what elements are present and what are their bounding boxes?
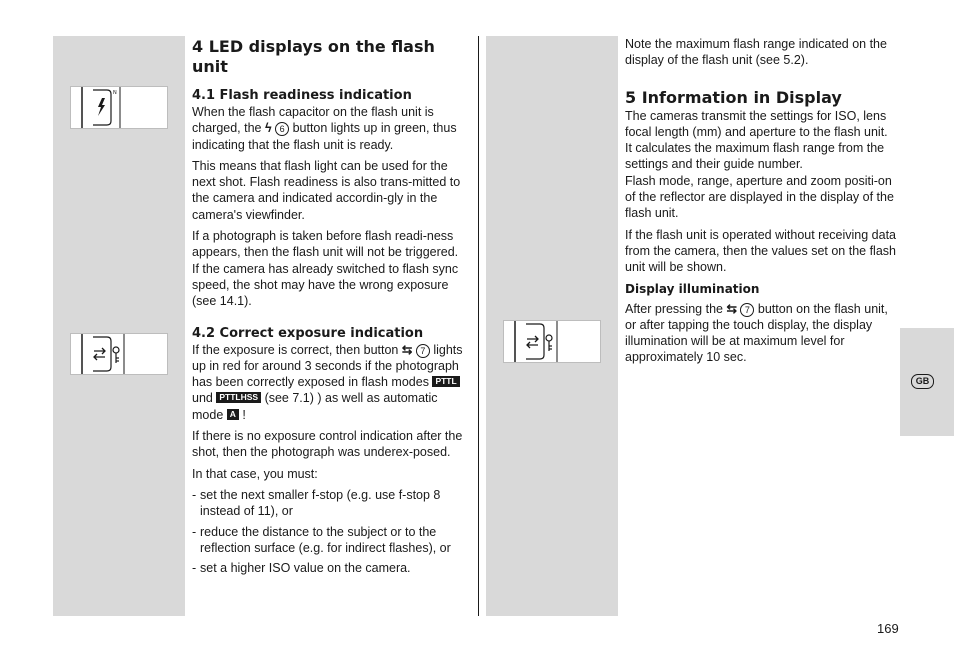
info-paragraph-2: It calculates the maximum flash range from the settings and their guide number.: [625, 141, 885, 172]
list-item: - set a higher ISO value on the camera.: [192, 560, 468, 576]
page-number: 169: [877, 621, 899, 636]
info-paragraph-4: If the flash unit is operated without receiving data from the camera, then the values set on the flash unit will be shown.: [625, 227, 896, 275]
info-paragraph-1: The cameras transmit the settings for ISO, lens focal length (mm) and aperture to the flash unit.: [625, 108, 888, 139]
list-item: - reduce the distance to the subject or to the reflection surface (e.g. for indirect flashes), or: [192, 524, 468, 557]
display-illumination-paragraph: [625, 301, 900, 366]
text-span: If the exposure is correct, then button: [192, 342, 399, 357]
exposure-led-icon: [71, 334, 167, 374]
text-span: lights up in red for around 3 seconds if the photograph has been correctly exposed in flash modes: [192, 342, 463, 390]
flash-light-paragraph: This means that flash light can be used for the next shot. Flash readiness is also trans-mitted to the camera and indicated accordin-gly in the camera's viewfinder.: [192, 158, 461, 222]
text-span: button on the flash unit, or after tapping the touch display, the display illumination will be at maximum level for approximately 10 sec.: [625, 301, 888, 365]
display-illumination-thumbnail: [503, 320, 601, 363]
text-span: (see 7.1) ) as well as automatic mode: [192, 391, 438, 422]
display-illumination-button-icon: [504, 321, 600, 362]
text-span: !: [242, 407, 246, 422]
column-divider-line: [478, 36, 479, 616]
section-4-2-heading: 4.2 Correct exposure indication: [192, 325, 424, 341]
mode-badge-pttl: PTTL: [432, 376, 459, 387]
left-text-column: [192, 37, 468, 580]
flash-ready-led-thumbnail: [70, 86, 168, 129]
exposure-arrows-icon: ⇆: [401, 342, 413, 357]
list-item: - set the next smaller f-stop (e.g. use f-stop 8 instead of 11), or: [192, 487, 468, 520]
text-span: After pressing the: [625, 301, 723, 316]
flash-range-note: Note the maximum flash range indicated on the display of the flash unit (see 5.2).: [625, 37, 887, 68]
number-7-icon: 7: [740, 303, 754, 317]
text-span: und: [192, 391, 213, 406]
display-illumination-heading: Display illumination: [625, 281, 760, 296]
flash-readiness-paragraph: [192, 104, 468, 153]
number-7-icon: 7: [416, 344, 430, 358]
section-5-title: 5 Information in Display: [625, 87, 842, 107]
mode-badge-pttlhss: PTTLHSS: [216, 392, 261, 403]
must-paragraph: In that case, you must:: [192, 466, 318, 481]
text-span: When the flash capacitor on the flash unit is charged, the: [192, 105, 434, 136]
section-4-title: 4 LED displays on the flash unit: [192, 37, 435, 76]
info-paragraph-3: Flash mode, range, aperture and zoom positi-on of the reflector are displayed in the display of the flash unit.: [625, 173, 894, 221]
correct-exposure-paragraph: [192, 342, 468, 423]
language-badge: GB: [911, 374, 934, 389]
mode-badge-auto: A: [227, 409, 239, 420]
exposure-led-thumbnail: [70, 333, 168, 375]
svg-text:N: N: [113, 90, 117, 96]
section-4-1-heading: 4.1 Flash readiness indication: [192, 88, 412, 103]
right-text-column: [625, 36, 900, 371]
remedy-list: [192, 487, 468, 576]
number-6-icon: 6: [275, 122, 289, 136]
flash-ready-led-icon: [71, 87, 167, 128]
readiness-warning-paragraph: If a photograph is taken before flash readi-ness appears, then the flash unit will not be triggered. If the camera has already switched to flash sync speed, the shot may have the wrong exposure (see 14.1).: [192, 229, 459, 309]
text-span: button lights up in green, thus indicating that the flash unit is ready.: [192, 121, 457, 152]
underexposed-paragraph: If there is no exposure control indication after the shot, then the photograph was underex-posed.: [192, 429, 463, 460]
illumination-arrows-icon: ⇆: [726, 301, 737, 316]
flash-bolt-icon: ϟ: [264, 121, 272, 136]
